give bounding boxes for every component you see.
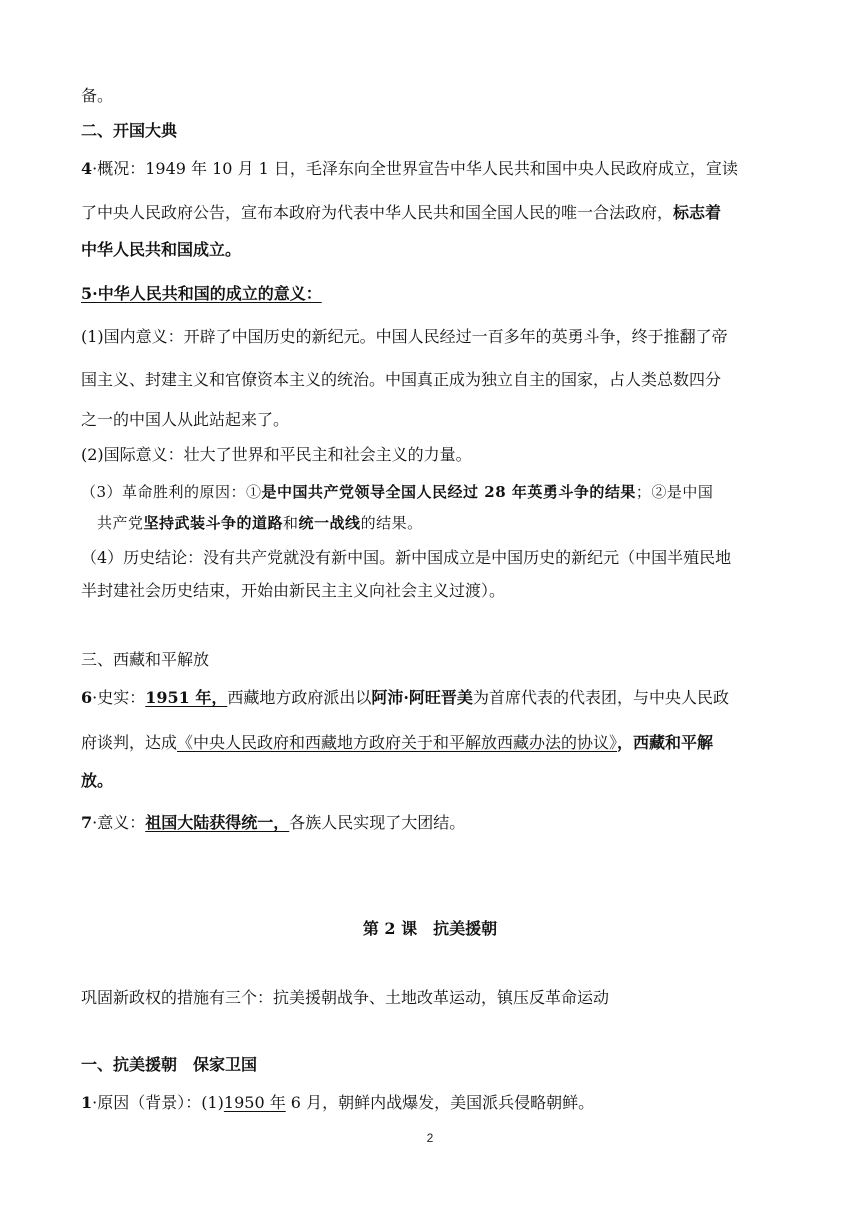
text-line: 备。 (81, 86, 114, 105)
paragraph-line: （3）革命胜利的原因：①是中国共产党领导全国人民经过 28 年英勇斗争的结果；②是中国 (81, 483, 714, 501)
page-number: 2 (426, 1131, 434, 1145)
paragraph-line: 半封建社会历史结束，开始由新民主主义向社会主义过渡）。 (81, 581, 506, 600)
intro-line: 巩固新政权的措施有三个：抗美援朝战争、土地改革运动，镇压反革命运动 (81, 988, 610, 1007)
paragraph-line: 府谈判，达成《中央人民政府和西藏地方政府关于和平解放西藏办法的协议》，西藏和平解 (81, 733, 714, 752)
paragraph-line: (1)国内意义：开辟了中国历史的新纪元。中国人民经过一百多年的英勇斗争，终于推翻了帝 (81, 327, 728, 346)
paragraph-line: 中华人民共和国成立。 (81, 240, 242, 259)
paragraph-line: 6·史实：1951 年，西藏地方政府派出以阿沛·阿旺晋美为首席代表的代表团，与中央人民政 (81, 688, 729, 707)
section-heading: 二、开国大典 (81, 121, 178, 140)
paragraph-line: 共产党坚持武装斗争的道路和统一战线的结果。 (97, 514, 423, 532)
paragraph-line: （4）历史结论：没有共产党就没有新中国。新中国成立是中国历史的新纪元（中国半殖民地 (81, 548, 732, 567)
section-heading: 三、西藏和平解放 (81, 650, 210, 669)
paragraph-line: (2)国际意义：壮大了世界和平民主和社会主义的力量。 (81, 445, 472, 464)
lesson-title: 第 2 课 抗美援朝 (362, 919, 498, 938)
paragraph-line: 放。 (81, 771, 114, 790)
paragraph-line: 4·概况：1949 年 10 月 1 日，毛泽东向全世界宣告中华人民共和国中央人民政府成立，宣读 (81, 159, 738, 178)
paragraph-line: 了中央人民政府公告，宣布本政府为代表中华人民共和国全国人民的唯一合法政府，标志着 (81, 203, 722, 222)
subheading: 5·中华人民共和国的成立的意义： (81, 284, 322, 303)
section-heading: 一、抗美援朝 保家卫国 (81, 1055, 258, 1074)
paragraph-line: 7·意义：祖国大陆获得统一，各族人民实现了大团结。 (81, 813, 466, 832)
paragraph-line: 之一的中国人从此站起来了。 (81, 410, 290, 429)
paragraph-line: 1·原因（背景）：(1)1950 年 6 月，朝鲜内战爆发，美国派兵侵略朝鲜。 (81, 1093, 595, 1112)
paragraph-line: 国主义、封建主义和官僚资本主义的统治。中国真正成为独立自主的国家，占人类总数四分 (81, 370, 722, 389)
